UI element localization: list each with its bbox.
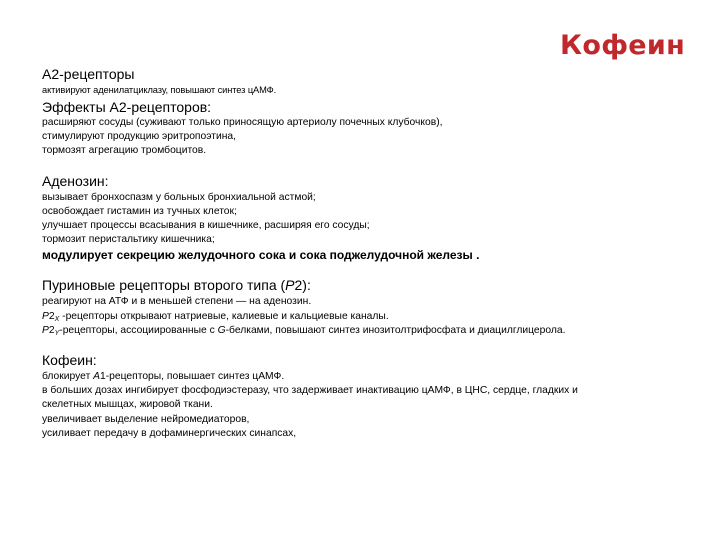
- purine-heading: Пуриновые рецепторы второго типа (P2):: [42, 277, 311, 294]
- purine-p2y-line: $P2_Y$-рецепторы, ассоциированные с G-белками, повышают синтез инозитолтрифосфата и диацилглицерола.: [42, 324, 566, 337]
- caffeine-line: скелетных мышцах, жировой ткани.: [42, 399, 213, 411]
- a2-effect-item: тормозят агрегацию тромбоцитов.: [42, 145, 207, 157]
- caffeine-line: в больших дозах ингибирует фосфодиэстеразу, что задерживает инактивацию цАМФ, в ЦНС, сердце, гладких и: [42, 385, 578, 397]
- a2-description: активируют аденилатциклазу, повышают синтез цАМФ.: [42, 85, 277, 95]
- caffeine-line: увеличивает выделение нейромедиаторов,: [42, 413, 250, 425]
- adenosine-item: тормозит перистальтику кишечника;: [42, 234, 215, 246]
- adenosine-item: улучшает процессы всасывания в кишечнике, расширяя его сосуды;: [42, 220, 370, 232]
- purine-line: реагируют на АТФ и в меньшей степени — на аденозин.: [42, 296, 312, 308]
- purine-p2x-line: $P2_X$ -рецепторы открывают натриевые, калиевые и кальциевые каналы.: [42, 310, 389, 323]
- adenosine-item: освобождает гистамин из тучных клеток;: [42, 205, 237, 217]
- adenosine-bold-item: модулирует секрецию желудочного сока и сока поджелудочной железы .: [42, 248, 480, 263]
- caffeine-line: блокирует А1-рецепторы, повышает синтез цАМФ.: [42, 371, 285, 383]
- adenosine-item: вызывает бронхоспазм у больных бронхиальной астмой;: [42, 191, 316, 203]
- a2-heading: А2-рецепторы: [42, 66, 135, 82]
- caffeine-heading: Кофеин:: [42, 352, 97, 369]
- a2-effects-heading: Эффекты А2-рецепторов:: [42, 99, 212, 115]
- a2-effect-item: стимулируют продукцию эритропоэтина,: [42, 131, 236, 143]
- slide-content: [42, 66, 702, 441]
- adenosine-heading: Аденозин:: [42, 172, 109, 189]
- slide-title: Кофеин: [560, 30, 686, 61]
- caffeine-line: усиливает передачу в дофаминергических синапсах,: [42, 427, 297, 439]
- a2-effect-item: расширяют сосуды (суживают только приносящую артериолу почечных клубочков),: [42, 117, 443, 128]
